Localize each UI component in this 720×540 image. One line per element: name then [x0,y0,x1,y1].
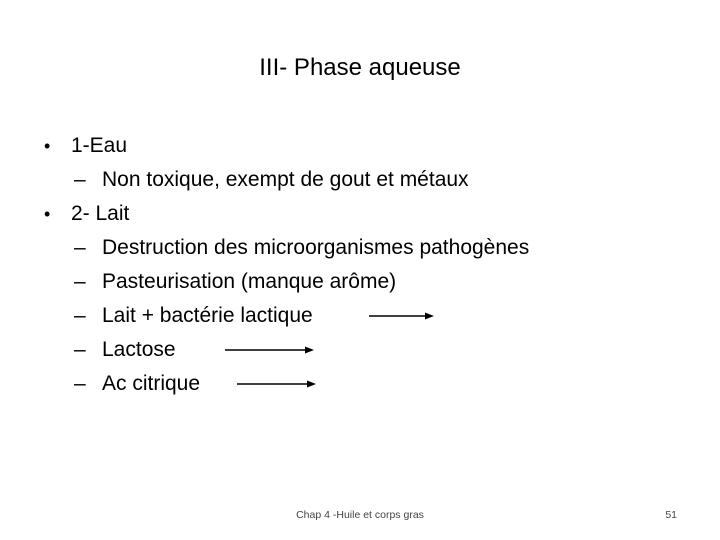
dash-marker: – [74,168,86,191]
footer-chapter: Chap 4 -Huile et corps gras [296,509,424,521]
page-number: 51 [665,509,677,521]
dash-marker: – [74,338,86,361]
subitem-text: Ac citrique [102,372,201,395]
subitem-text: Pasteurisation (manque arôme) [102,270,397,293]
subitem-text: Destruction des microorganismes pathogènes [102,236,530,259]
subitem-text: Lactose [102,338,176,361]
slide-title: III- Phase aqueuse [259,54,461,81]
bullet-marker: • [44,136,51,156]
dash-marker: – [74,304,86,327]
dash-marker: – [74,372,86,395]
bullet-text: 2- Lait [71,202,130,225]
dash-marker: – [74,236,86,259]
dash-marker: – [74,270,86,293]
subitem-lait-bacterie [0,299,720,333]
subitem-ac-citrique [0,367,720,401]
bullet-text: 1-Eau [71,134,128,157]
bullet-marker: • [44,204,51,224]
subitem-lactose [0,333,720,367]
subitem-text: Lait + bactérie lactique [102,304,313,327]
arrow-right-icon [224,334,316,366]
subitem-text: Non toxique, exempt de gout et métaux [102,168,469,191]
arrow-right-icon [236,368,318,400]
arrow-right-icon [368,300,436,332]
